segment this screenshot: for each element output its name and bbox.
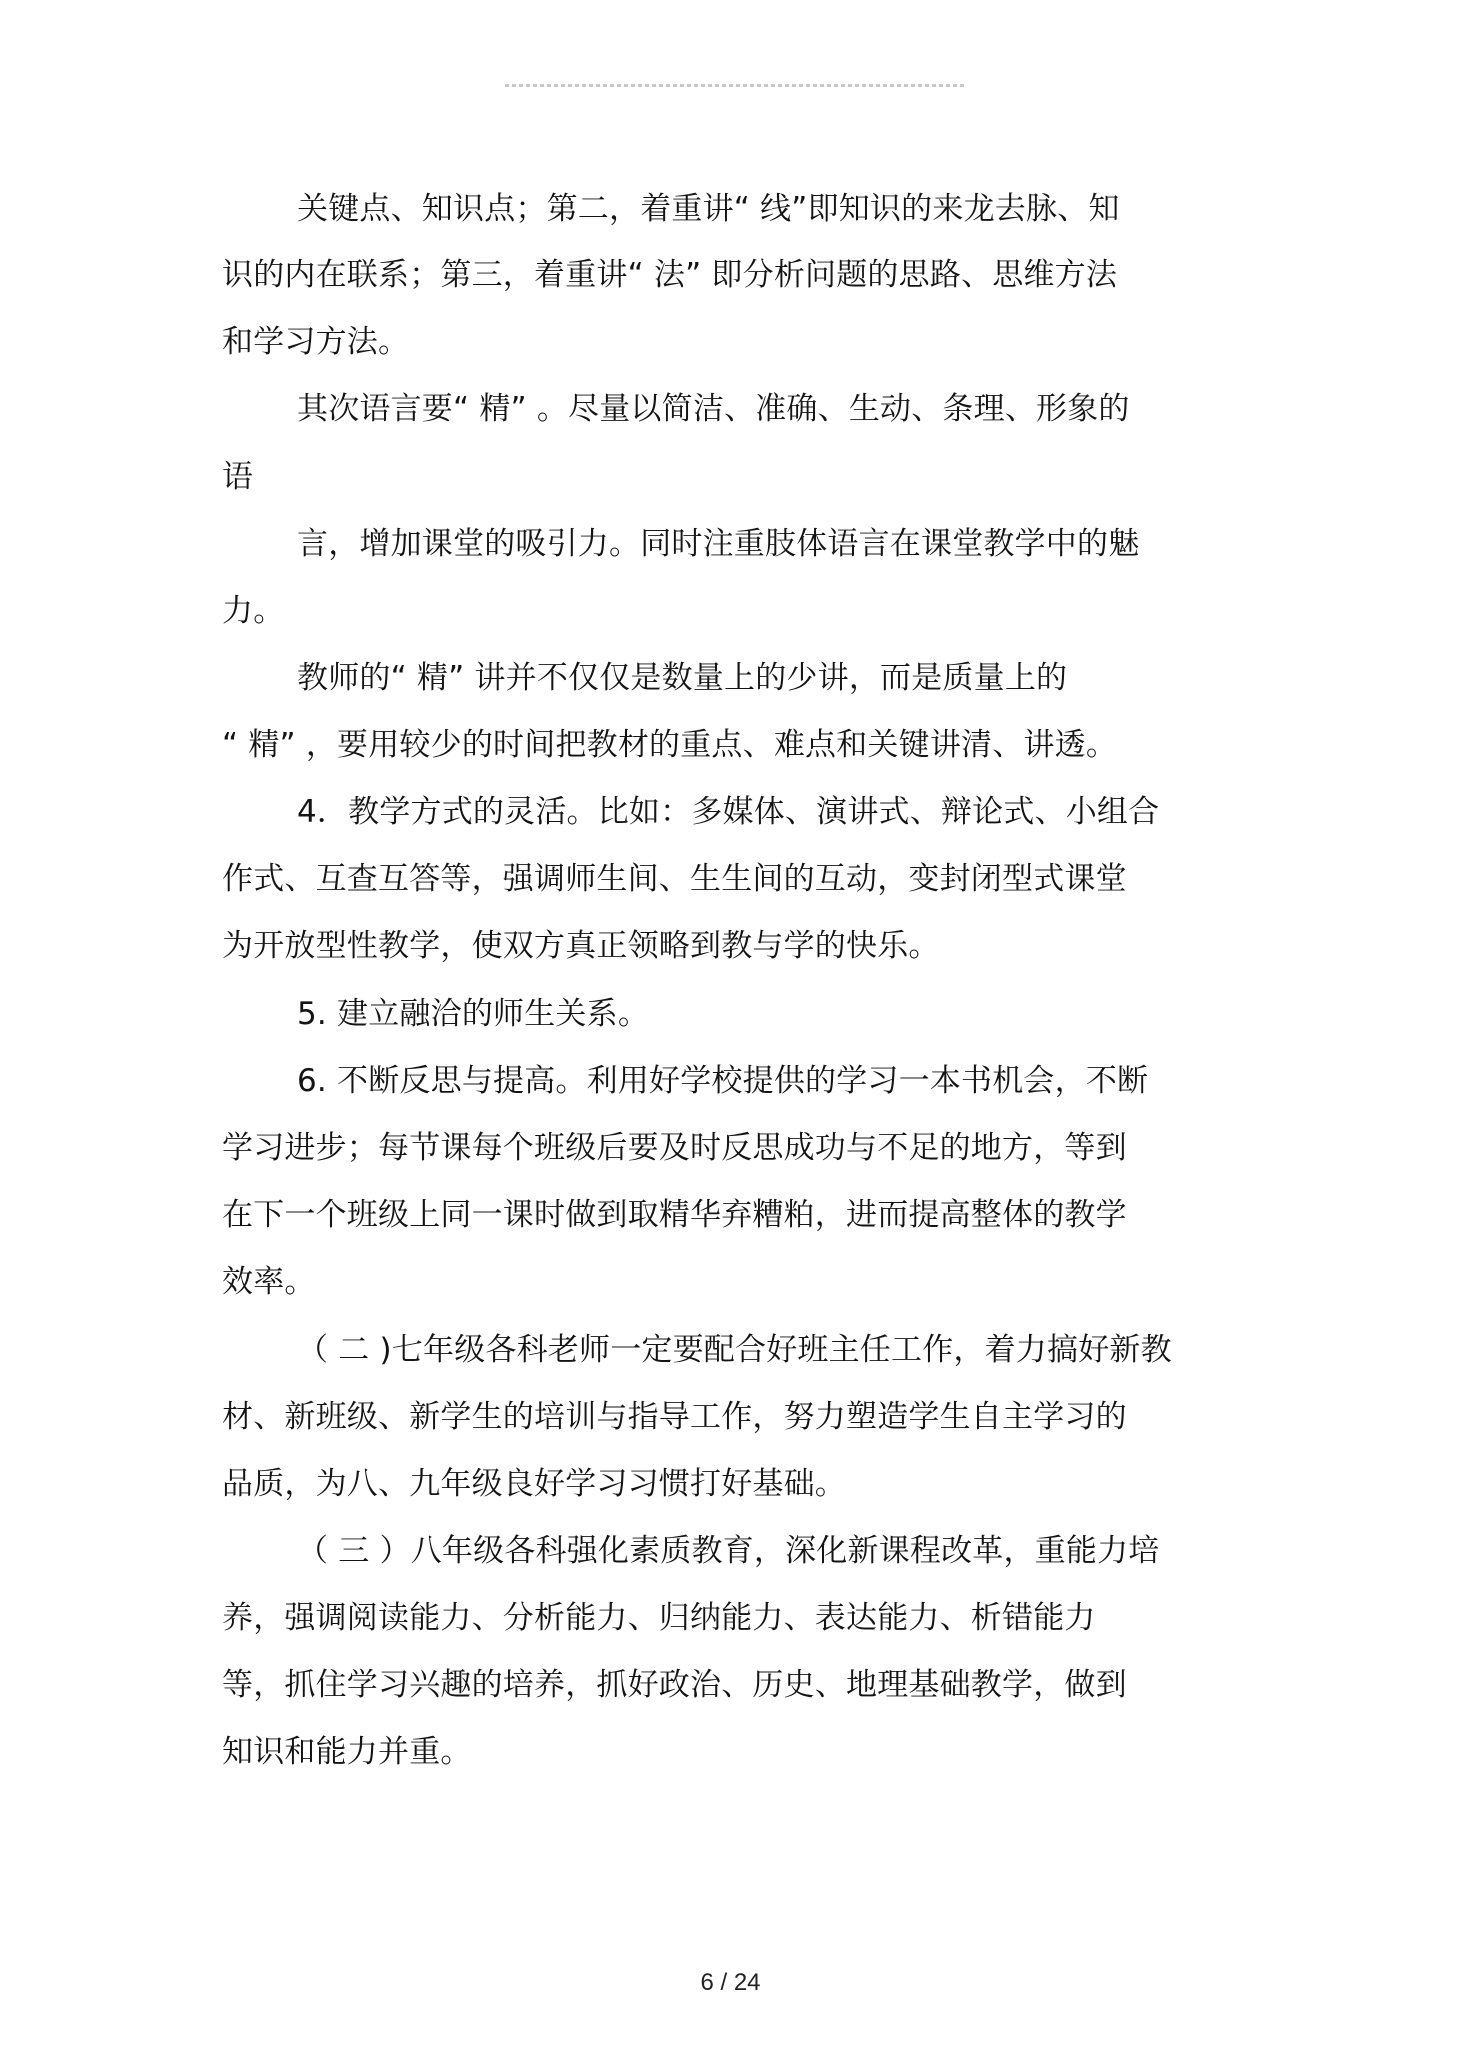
text-line: 为开放型性教学，使双方真正领略到教与学的快乐。 [222, 928, 940, 964]
text-line: 和学习方法。 [222, 324, 410, 360]
text-line: 语 [222, 459, 254, 495]
text-line: 作式、互查互答等，强调师生间、生生间的互动，变封闭型式课堂 [222, 861, 1127, 897]
text-line: 知识和能力并重。 [222, 1734, 472, 1770]
text-line: 6. 不断反思与提高。利用好学校提供的学习一本书机会，不断 [297, 1063, 1149, 1099]
text-line: 教师的“ 精” 讲并不仅仅是数量上的少讲，而是质量上的 [297, 660, 1068, 696]
text-line: 材、新班级、新学生的培训与指导工作，努力塑造学生自主学习的 [222, 1399, 1127, 1435]
text-line: 识的内在联系；第三，着重讲“ 法” 即分析问题的思路、思维方法 [222, 257, 1118, 293]
text-line: 效率。 [222, 1264, 316, 1300]
text-line: 4．教学方式的灵活。比如：多媒体、演讲式、辩论式、小组合 [297, 794, 1160, 830]
text-line: 品质，为八、九年级良好学习习惯打好基础。 [222, 1466, 846, 1502]
text-line: （ 二 )七年级各科老师一定要配合好班主任工作，着力搞好新教 [297, 1332, 1172, 1368]
text-line: “ 精” ，要用较少的时间把教材的重点、难点和关键讲清、讲透。 [222, 727, 1118, 763]
page-number: 6 / 24 [700, 1969, 761, 1996]
text-line: 等，抓住学习兴趣的培养，抓好政治、历史、地理基础教学，做到 [222, 1667, 1127, 1703]
text-line: 在下一个班级上同一课时做到取精华弃糟粕，进而提高整体的教学 [222, 1197, 1127, 1233]
text-line: 其次语言要“ 精” 。尽量以简洁、准确、生动、条理、形象的 [297, 391, 1130, 427]
text-line: 学习进步；每节课每个班级后要及时反思成功与不足的地方，等到 [222, 1130, 1127, 1166]
text-line: 关键点、知识点；第二，着重讲“ 线”即知识的来龙去脉、知 [297, 191, 1120, 227]
text-line: 养，强调阅读能力、分析能力、归纳能力、表达能力、析错能力 [222, 1600, 1096, 1636]
text-line: 言，增加课堂的吸引力。同时注重肢体语言在课堂教学中的魅 [297, 526, 1140, 562]
text-line: 5. 建立融洽的师生关系。 [297, 996, 650, 1032]
text-line: （ 三 ）八年级各科强化素质教育，深化新课程改革，重能力培 [297, 1533, 1160, 1569]
text-line: 力。 [222, 593, 285, 629]
